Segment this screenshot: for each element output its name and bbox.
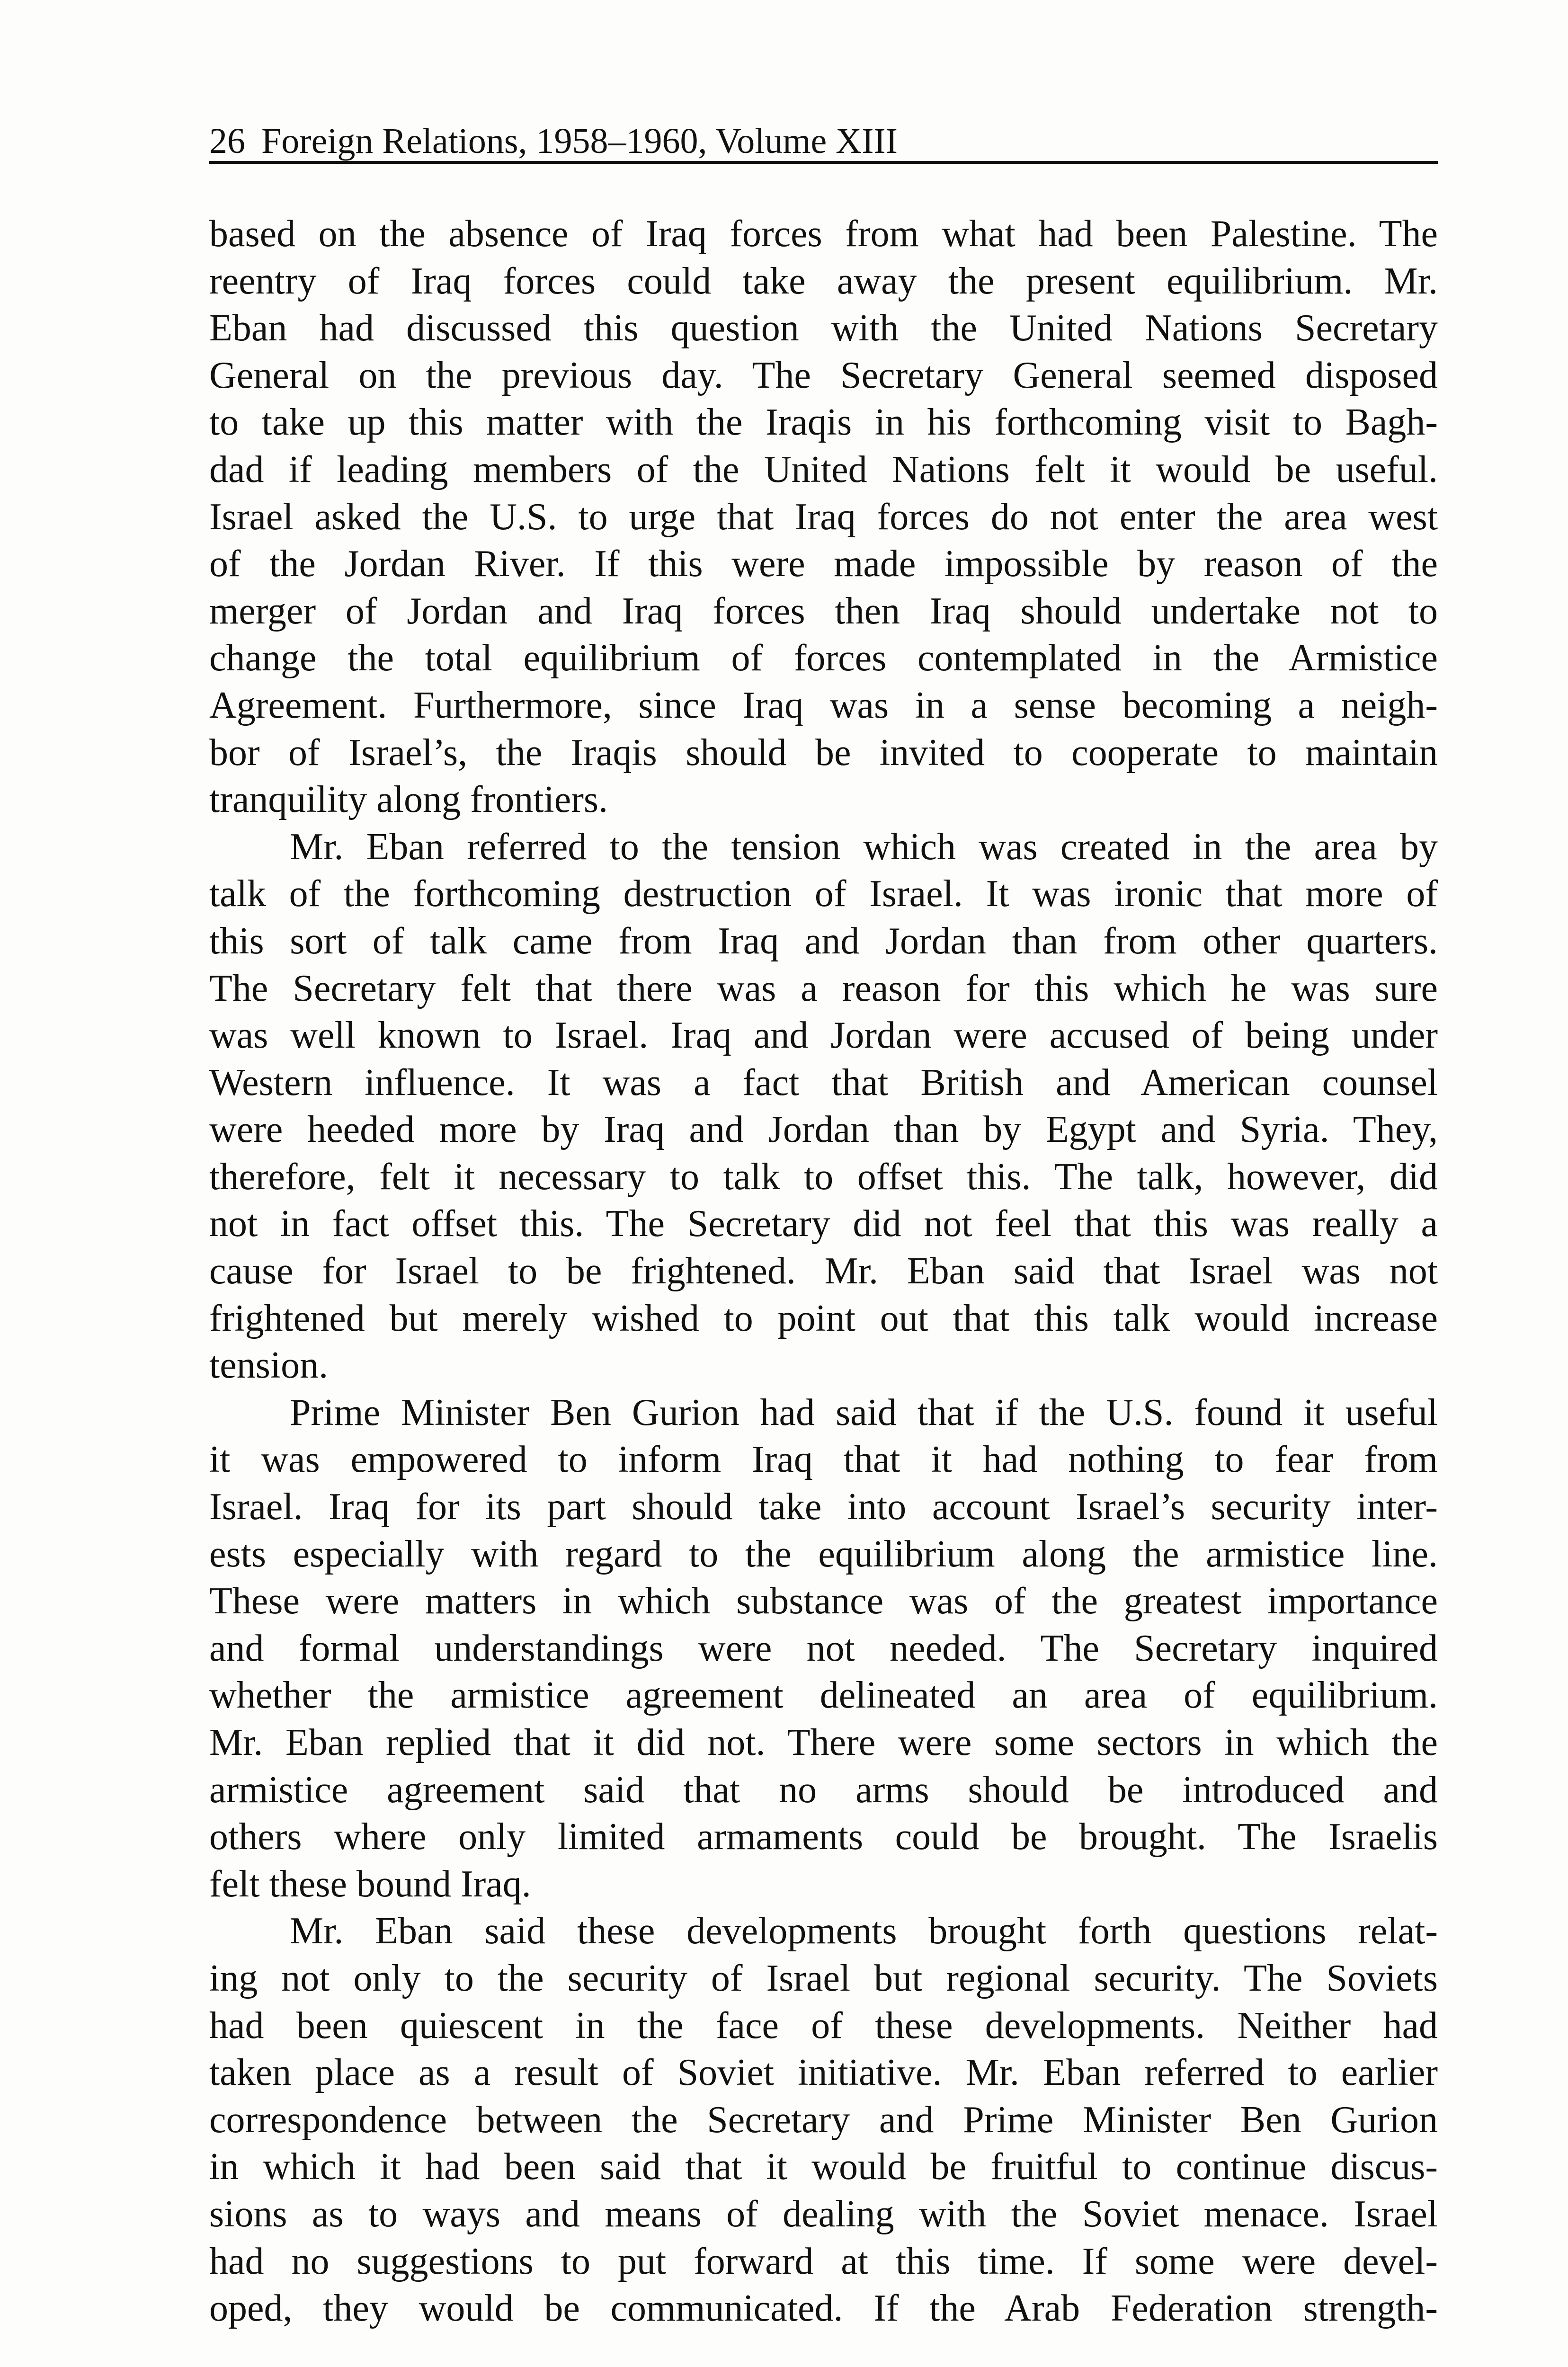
paragraph (209, 211, 1438, 824)
running-head-text (209, 122, 898, 160)
text-line: tension. (209, 1344, 329, 1387)
text-line: sions as to ways and means of dealing with the Soviet menace. Israel (209, 2193, 1438, 2235)
text-line: The Secretary felt that there was a reason for this which he was sure (209, 967, 1438, 1009)
text-line: cause for Israel to be frightened. Mr. Eban said that Israel was not (209, 1250, 1438, 1292)
text-line: not in fact offset this. The Secretary did not feel that this was really a (209, 1203, 1438, 1245)
running-head (209, 114, 1438, 164)
text-line: change the total equilibrium of forces contemplated in the Armistice (209, 637, 1438, 679)
paragraph (209, 824, 1438, 1389)
text-line: based on the absence of Iraq forces from what had been Palestine. The (209, 213, 1438, 255)
text-line: Mr. Eban referred to the tension which was created in the area by (290, 826, 1438, 868)
text-line: oped, they would be communicated. If the Arab Federation strength- (209, 2287, 1438, 2330)
running-head-title: Foreign Relations, 1958–1960, Volume XIII (261, 121, 898, 161)
text-line: this sort of talk came from Iraq and Jordan than from other quarters. (209, 920, 1438, 962)
text-line: reentry of Iraq forces could take away the present equilibrium. Mr. (209, 260, 1438, 302)
text-line: ing not only to the security of Israel but regional security. The Soviets (209, 1957, 1438, 1999)
text-line: General on the previous day. The Secretary General seemed disposed (209, 354, 1438, 396)
text-line: merger of Jordan and Iraq forces then Iraq should undertake not to (209, 590, 1438, 632)
text-line: of the Jordan River. If this were made impossible by reason of the (209, 543, 1438, 585)
page-number: 26 (209, 121, 245, 161)
text-line: Mr. Eban said these developments brought forth questions relat- (290, 1910, 1438, 1952)
text-line: Eban had discussed this question with the United Nations Secretary (209, 307, 1438, 349)
text-line: was well known to Israel. Iraq and Jordan were accused of being under (209, 1014, 1438, 1057)
text-line: felt these bound Iraq. (209, 1863, 531, 1905)
text-line: tranquility along frontiers. (209, 779, 608, 821)
text-line: frightened but merely wished to point out that this talk would increase (209, 1297, 1438, 1339)
text-line: therefore, felt it necessary to talk to offset this. The talk, however, did (209, 1156, 1438, 1198)
text-line: had been quiescent in the face of these developments. Neither had (209, 2004, 1438, 2047)
text-line: to take up this matter with the Iraqis in his forthcoming visit to Bagh- (209, 401, 1438, 444)
text-line: Prime Minister Ben Gurion had said that if the U.S. found it useful (290, 1391, 1438, 1433)
text-line: These were matters in which substance was of the greatest importance (209, 1580, 1438, 1622)
text-line: and formal understandings were not needed. The Secretary inquired (209, 1627, 1438, 1669)
text-line: Israel asked the U.S. to urge that Iraq forces do not enter the area west (209, 496, 1438, 538)
text-line: others where only limited armaments could be brought. The Israelis (209, 1816, 1438, 1858)
text-line: had no suggestions to put forward at this time. If some were devel- (209, 2240, 1438, 2282)
text-body (209, 211, 1438, 2332)
text-line: dad if leading members of the United Nations felt it would be useful. (209, 448, 1438, 490)
text-line: bor of Israel’s, the Iraqis should be invited to cooperate to maintain (209, 731, 1438, 774)
text-line: armistice agreement said that no arms should be introduced and (209, 1769, 1438, 1811)
text-line: correspondence between the Secretary and Prime Minister Ben Gurion (209, 2099, 1438, 2141)
text-line: whether the armistice agreement delineated an area of equilibrium. (209, 1674, 1438, 1717)
text-line: Mr. Eban replied that it did not. There were some sectors in which the (209, 1722, 1438, 1763)
text-line: Israel. Iraq for its part should take into account Israel’s security inter- (209, 1486, 1438, 1528)
text-line: taken place as a result of Soviet initiative. Mr. Eban referred to earlier (209, 2052, 1438, 2094)
paragraph (209, 1908, 1438, 2332)
paragraph (209, 1389, 1438, 1908)
text-line: ests especially with regard to the equilibrium along the armistice line. (209, 1533, 1438, 1575)
text-line: in which it had been said that it would be fruitful to continue discus- (209, 2146, 1438, 2188)
text-line: it was empowered to inform Iraq that it had nothing to fear from (209, 1439, 1438, 1481)
text-line: talk of the forthcoming destruction of Israel. It was ironic that more of (209, 873, 1438, 915)
text-line: were heeded more by Iraq and Jordan than by Egypt and Syria. They, (209, 1109, 1438, 1151)
text-line: Western influence. It was a fact that British and American counsel (209, 1061, 1438, 1103)
text-line: Agreement. Furthermore, since Iraq was in a sense becoming a neigh- (209, 684, 1438, 726)
